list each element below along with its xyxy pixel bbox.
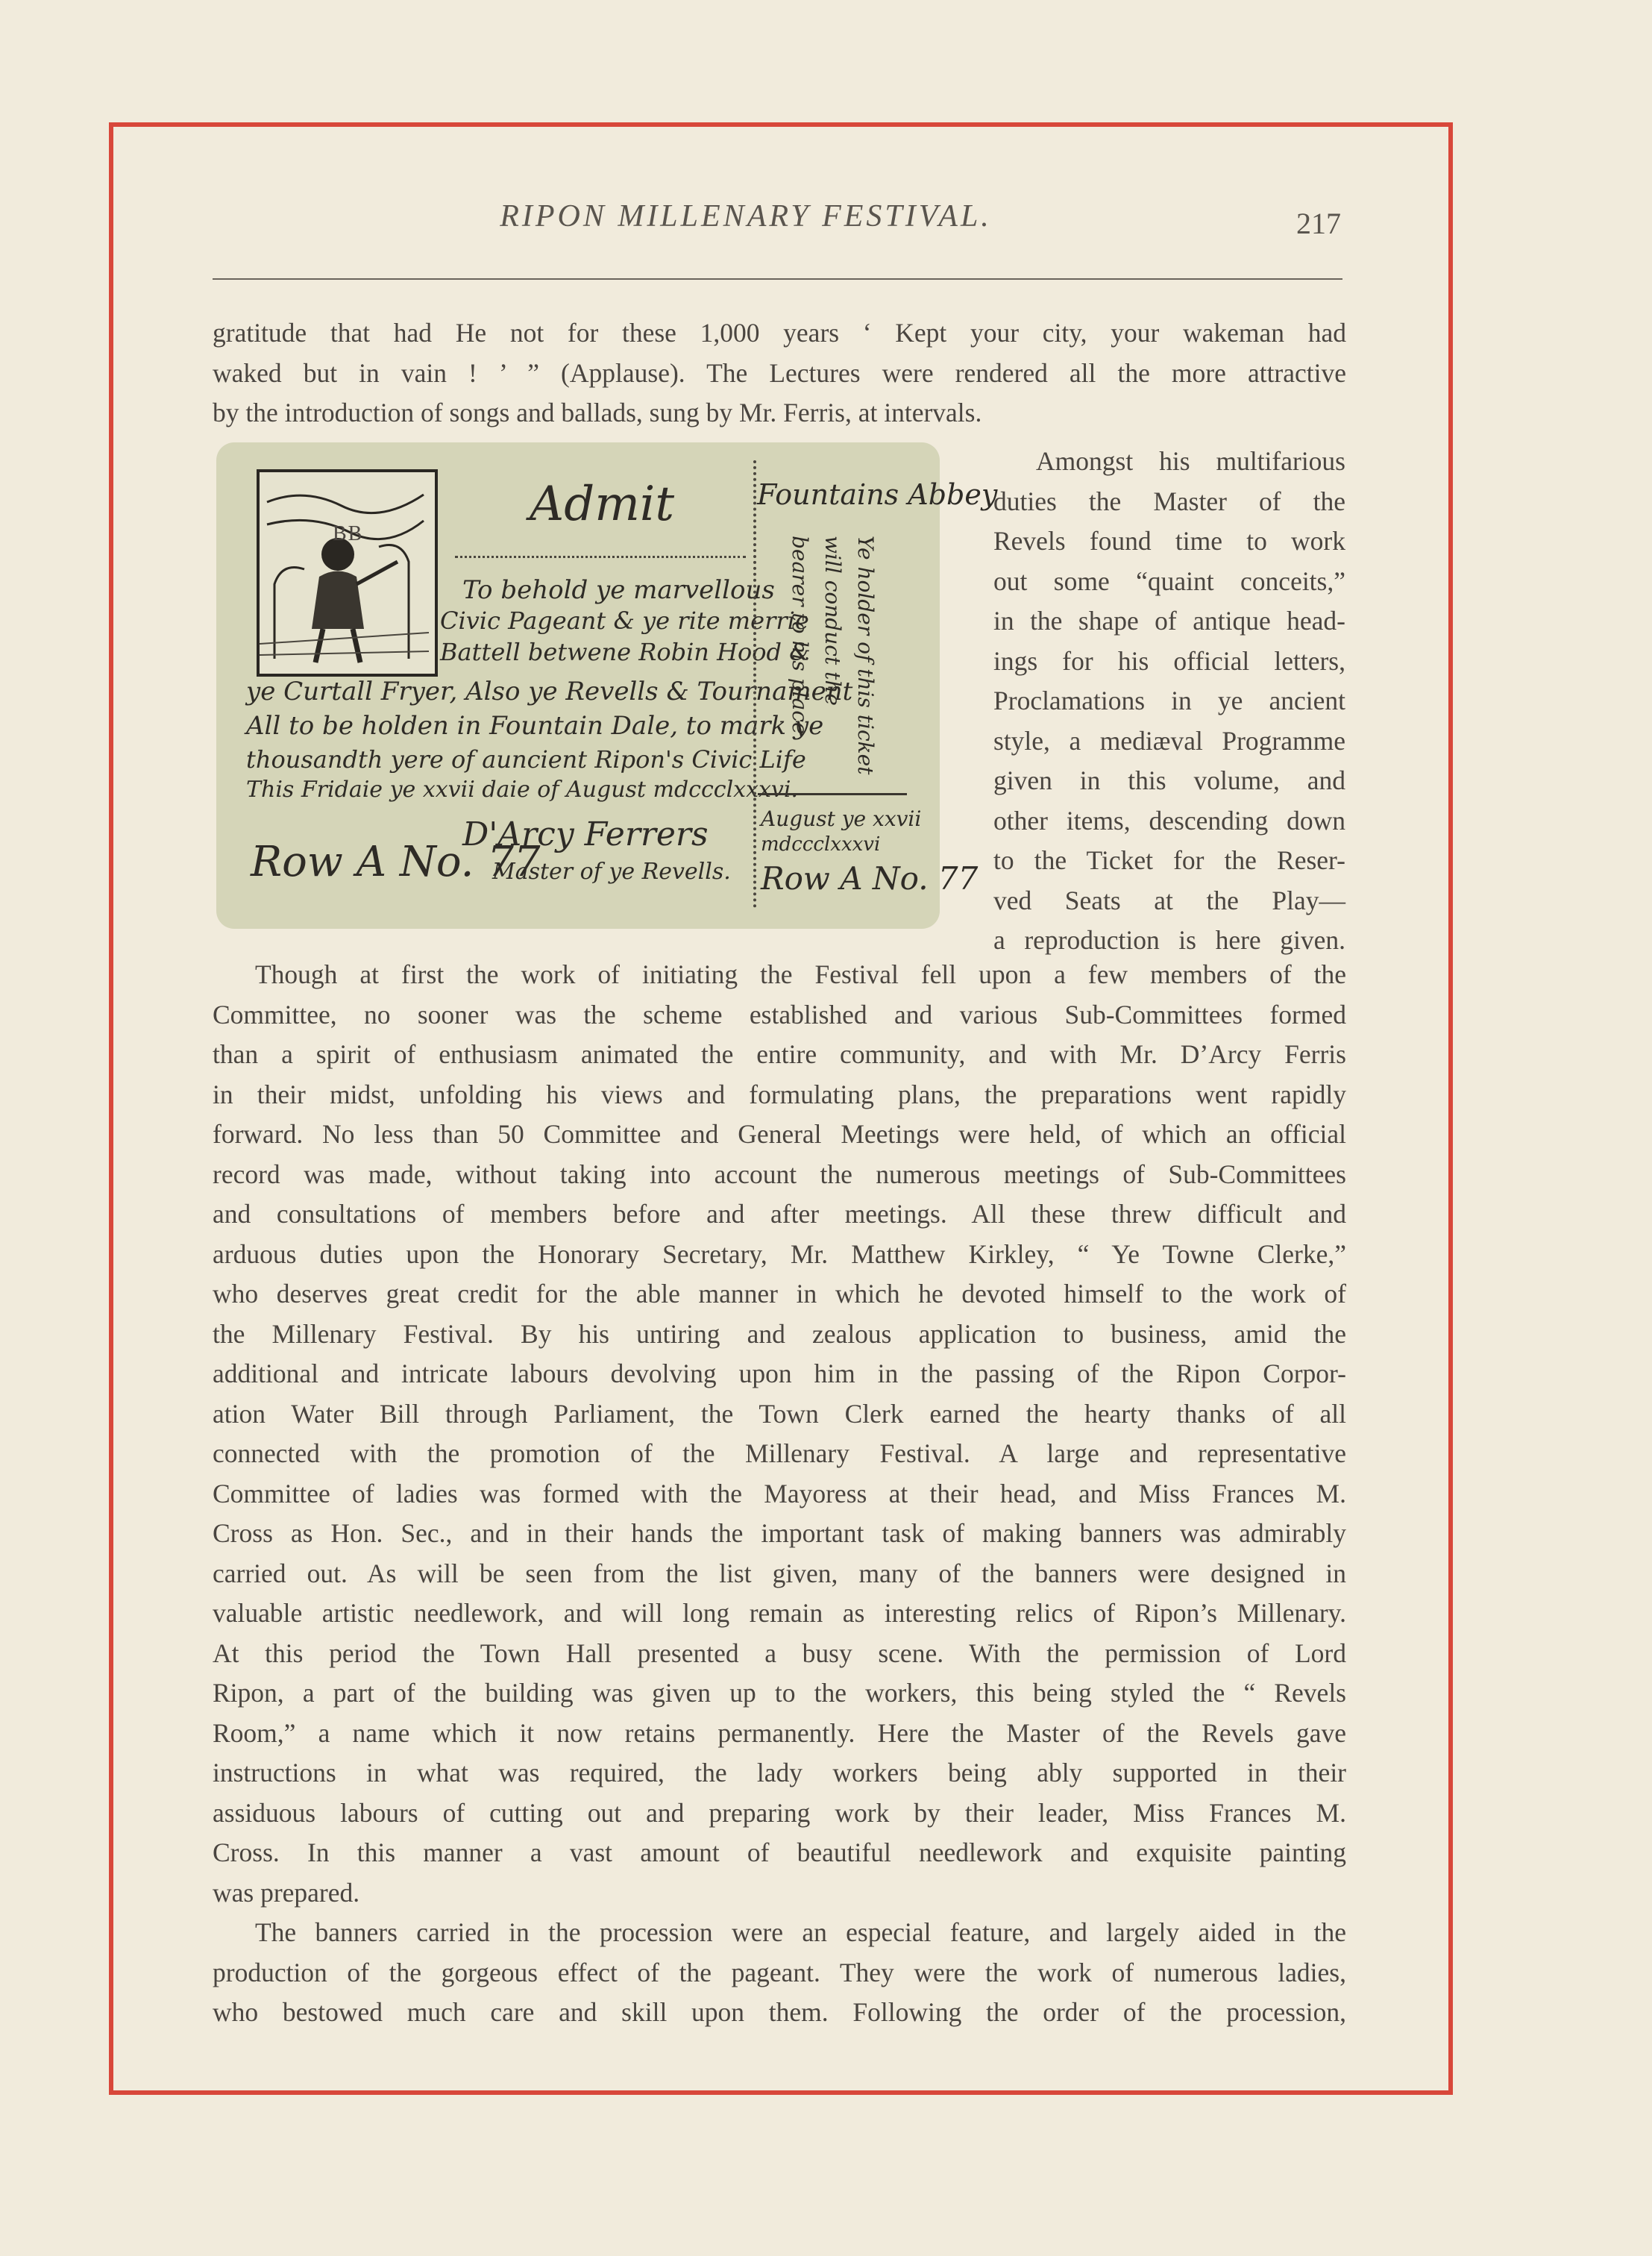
text-line: given in this volume, and <box>993 765 1345 795</box>
page-number: 217 <box>1296 207 1341 240</box>
ticket-stub-heading: Fountains Abbey <box>757 478 998 511</box>
text-line: other items, descending down <box>993 805 1345 836</box>
text-line: Revels found time to work <box>993 526 1345 556</box>
ticket-stub-date: August ye xxvii <box>761 806 922 831</box>
ticket-stub-row-seat: Row A No. 77 <box>761 860 979 897</box>
text-line: in their midst, unfolding his views and formulating plans, the preparations went rapidly <box>213 1079 1346 1109</box>
text-line: Committee of ladies was formed with the Mayoress at their head, and Miss Frances M. <box>213 1478 1346 1508</box>
ticket-signature: D'Arcy Ferrers <box>462 815 709 853</box>
text-line: Room,” a name which it now retains permanently. Here the Master of the Revels gave <box>213 1717 1346 1748</box>
main-paragraph <box>213 955 1346 2033</box>
ticket-stub-rule <box>758 793 907 795</box>
text-line: out some “quaint conceits,” <box>993 565 1345 596</box>
text-line: Ripon, a part of the building was given up to the workers, this being styled the “ Revels <box>213 1678 1346 1708</box>
text-line: forward. No less than 50 Committee and General Meetings were held, of which an official <box>213 1119 1346 1149</box>
woodcut-image <box>257 469 438 677</box>
ticket-admit-heading: Admit <box>530 477 675 532</box>
text-line: Proclamations in ye ancient <box>993 686 1345 715</box>
text-line: arduous duties upon the Honorary Secretary, Mr. Matthew Kirkley, “ Ye Towne Clerke,” <box>213 1238 1346 1269</box>
signature-mark: BB <box>333 522 364 545</box>
text-line: in the shape of antique head- <box>993 606 1345 636</box>
text-line: than a spirit of enthusiasm animated the entire community, and with Mr. D’Arcy Ferris <box>213 1039 1346 1069</box>
text-line: valuable artistic needlework, and will long remain as interesting relics of Ripon’s Millenary. <box>213 1598 1346 1628</box>
text-line: assiduous labours of cutting out and preparing work by their leader, Miss Frances M. <box>213 1797 1346 1828</box>
text-line: record was made, without taking into account the numerous meetings of Sub-Committees <box>213 1159 1346 1189</box>
side-paragraph <box>993 442 1345 961</box>
text-line: Cross as Hon. Sec., and in their hands the important task of making banners was admirably <box>213 1518 1346 1548</box>
ticket-stub-vertical-text: Ye holder of this ticket will conduct the bearer to his place. <box>788 536 878 775</box>
running-title: RIPON MILLENARY FESTIVAL. <box>500 199 992 234</box>
ticket-illustration <box>216 442 998 929</box>
text-line: ation Water Bill through Parliament, the Town Clerk earned the hearty thanks of all <box>213 1398 1346 1429</box>
ticket-line: To behold ye marvellous <box>462 575 775 605</box>
ticket-line: All to be holden in Fountain Dale, to mark ye <box>246 711 824 741</box>
text-line: was prepared. <box>213 1877 360 1908</box>
text-line: carried out. As will be seen from the list given, many of the banners were designed in <box>213 1558 1346 1588</box>
text-line: the Millenary Festival. By his untiring and zealous application to business, amid the <box>213 1318 1346 1349</box>
text-line: ved Seats at the Play— <box>993 885 1345 915</box>
ticket-dotted-rule <box>455 556 746 558</box>
ticket-line: Battell betwene Robin Hood & <box>440 638 811 666</box>
ticket-line: Civic Pageant & ye rite merrie <box>440 607 809 635</box>
text-line: gratitude that had He not for these 1,000 years ‘ Kept your city, your wakeman had <box>213 318 1346 348</box>
text-line: style, a mediæval Programme <box>993 725 1345 756</box>
text-line: Amongst his multifarious <box>1036 446 1345 476</box>
text-line: waked but in vain ! ’ ” (Applause). The Lectures were rendered all the more attractive <box>213 357 1346 388</box>
ticket-line: thousandth yere of auncient Ripon's Civic Life <box>246 745 806 774</box>
text-line: Cross. In this manner a vast amount of beautiful needlework and exquisite painting <box>213 1837 1346 1867</box>
text-line: and consultations of members before and after meetings. All these threw difficult and <box>213 1199 1346 1229</box>
text-line: production of the gorgeous effect of the pageant. They were the work of numerous ladies, <box>213 1957 1346 1987</box>
ticket-line: ye Curtall Fryer, Also ye Revells & Tournament <box>246 677 853 706</box>
text-line: who bestowed much care and skill upon them. Following the order of the procession, <box>213 1997 1346 2027</box>
text-line: to the Ticket for the Reser- <box>993 845 1345 875</box>
text-line: who deserves great credit for the able manner in which he devoted himself to the work of <box>213 1279 1346 1309</box>
woodcut-figure-icon <box>260 472 429 668</box>
ticket-stub-year: mdccclxxxvi <box>761 833 881 856</box>
text-line: connected with the promotion of the Millenary Festival. A large and representative <box>213 1438 1346 1468</box>
text-line: a reproduction is here given. <box>993 925 1345 955</box>
ticket-perforation <box>753 460 756 908</box>
ticket-line: This Fridaie ye xxvii daie of August mdccclxxxvi. <box>246 777 798 803</box>
text-line: Though at first the work of initiating the Festival fell upon a few members of the <box>255 959 1346 989</box>
text-line: At this period the Town Hall presented a busy scene. With the permission of Lord <box>213 1638 1346 1668</box>
text-line: Committee, no sooner was the scheme established and various Sub-Committees formed <box>213 999 1346 1030</box>
text-line: instructions in what was required, the lady workers being ably supported in their <box>213 1758 1346 1787</box>
text-line: The banners carried in the procession were an especial feature, and largely aided in the <box>255 1917 1346 1947</box>
text-line: by the introduction of songs and ballads, sung by Mr. Ferris, at intervals. <box>213 398 982 427</box>
top-paragraph <box>213 313 1346 433</box>
header-rule <box>213 278 1342 280</box>
ticket-signature-title: Master of ye Revells. <box>492 859 731 885</box>
text-line: ings for his official letters, <box>993 645 1345 676</box>
text-line: additional and intricate labours devolving upon him in the passing of the Ripon Corpor- <box>213 1359 1346 1388</box>
text-line: duties the Master of the <box>993 486 1345 516</box>
ticket-row-seat: Row A No. 77 <box>251 838 541 886</box>
